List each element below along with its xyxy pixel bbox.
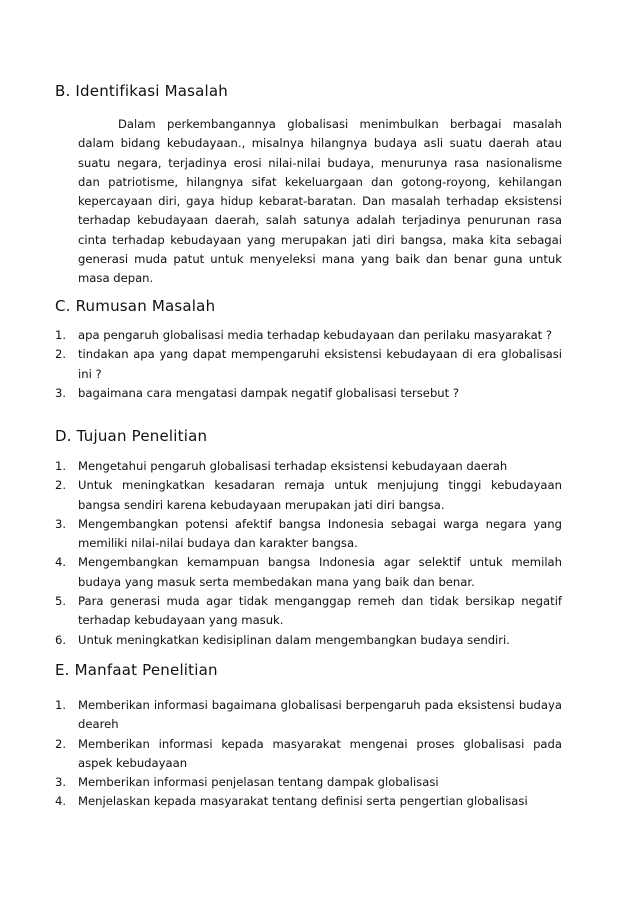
list-item xyxy=(55,631,562,650)
list-item xyxy=(55,792,562,811)
section-e-list xyxy=(55,696,562,812)
list-item-text: Memberikan informasi penjelasan tentang dampak globalisasi xyxy=(78,775,439,790)
list-item-text: Memberikan informasi kepada masyarakat mengenai proses globalisasi pada aspek kebudayaan xyxy=(78,736,562,770)
list-item xyxy=(55,773,562,792)
list-item-number: 3. xyxy=(55,516,67,531)
list-item xyxy=(55,592,562,631)
section-b-paragraph-text: Dalam perkembangannya globalisasi menimbulkan berbagai masalah dalam bidang kebudayaan., misalnya hilangnya budaya asli suatu daerah atau suatu negara, terjadinya erosi nilai-nilai budaya, menurunya rasa nasionalisme dan patriotisme, hilangnya sifat kekeluargaan dan gotong-royong, kehilangan kepercayaan diri, gaya hidup kebarat-baratan. Dan masalah terhadap eksistensi terhadap kebudayaan daerah, salah satunya adalah terjadinya penurunan rasa cinta terhadap kebudayaan yang merupakan jati diri bangsa, maka kita sebagai generasi muda patut untuk menyeleksi mana yang baik dan benar guna untuk masa depan. xyxy=(78,117,562,286)
list-item-number: 3. xyxy=(55,385,67,400)
list-item-number: 6. xyxy=(55,632,67,647)
section-b-heading: B. Identifikasi Masalah xyxy=(55,82,228,100)
list-item-text: Untuk meningkatkan kedisiplinan dalam mengembangkan budaya sendiri. xyxy=(78,632,510,647)
list-item-number: 5. xyxy=(55,594,67,609)
list-item xyxy=(55,476,562,515)
list-item xyxy=(55,515,562,554)
list-item xyxy=(55,326,562,345)
list-item-number: 2. xyxy=(55,347,67,362)
list-item-text: apa pengaruh globalisasi media terhadap kebudayaan dan perilaku masyarakat ? xyxy=(78,328,553,342)
list-item-number: 4. xyxy=(55,555,67,570)
list-item xyxy=(55,735,562,774)
list-item-text: Para generasi muda agar tidak menganggap remeh dan tidak bersikap negatif terhadap kebudayaan yang masuk. xyxy=(78,594,562,628)
list-item-text: bagaimana cara mengatasi dampak negatif globalisasi tersebut ? xyxy=(78,385,460,400)
list-item-number: 2. xyxy=(55,736,67,751)
section-b-paragraph xyxy=(78,115,562,289)
list-item-text: Mengembangkan kemampuan bangsa Indonesia agar selektif untuk memilah budaya yang masuk serta membedakan mana yang baik dan benar. xyxy=(78,555,562,589)
list-item xyxy=(55,345,562,384)
list-item xyxy=(55,696,562,735)
list-item-number: 2. xyxy=(55,478,67,493)
list-item xyxy=(55,384,562,403)
list-item-text: Mengetahui pengaruh globalisasi terhadap eksistensi kebudayaan daerah xyxy=(78,459,508,473)
list-item-text: tindakan apa yang dapat mempengaruhi eksistensi kebudayaan di era globalisasi ini ? xyxy=(78,347,562,381)
list-item-number: 1. xyxy=(55,698,67,712)
section-d-heading: D. Tujuan Penelitian xyxy=(55,427,208,445)
list-item-text: Untuk meningkatkan kesadaran remaja untuk menjujung tinggi kebudayaan bangsa sendiri karena kebudayaan merupakan jati diri bangsa. xyxy=(78,478,562,512)
section-c-heading: C. Rumusan Masalah xyxy=(55,297,216,315)
list-item-text: Mengembangkan potensi afektif bangsa Indonesia sebagai warga negara yang memiliki nilai-nilai budaya dan karakter bangsa. xyxy=(78,516,562,551)
list-item xyxy=(55,457,562,476)
list-item-number: 1. xyxy=(55,328,67,342)
list-item-number: 3. xyxy=(55,775,67,790)
list-item-number: 4. xyxy=(55,794,67,809)
list-item-text: Menjelaskan kepada masyarakat tentang definisi serta pengertian globalisasi xyxy=(78,794,528,809)
section-d-list xyxy=(55,457,562,650)
section-e-heading: E. Manfaat Penelitian xyxy=(55,661,218,679)
list-item-number: 1. xyxy=(55,459,67,473)
list-item-text: Memberikan informasi bagaimana globalisasi berpengaruh pada eksistensi budaya deareh xyxy=(78,698,562,732)
section-c-list xyxy=(55,326,562,403)
list-item xyxy=(55,553,562,592)
